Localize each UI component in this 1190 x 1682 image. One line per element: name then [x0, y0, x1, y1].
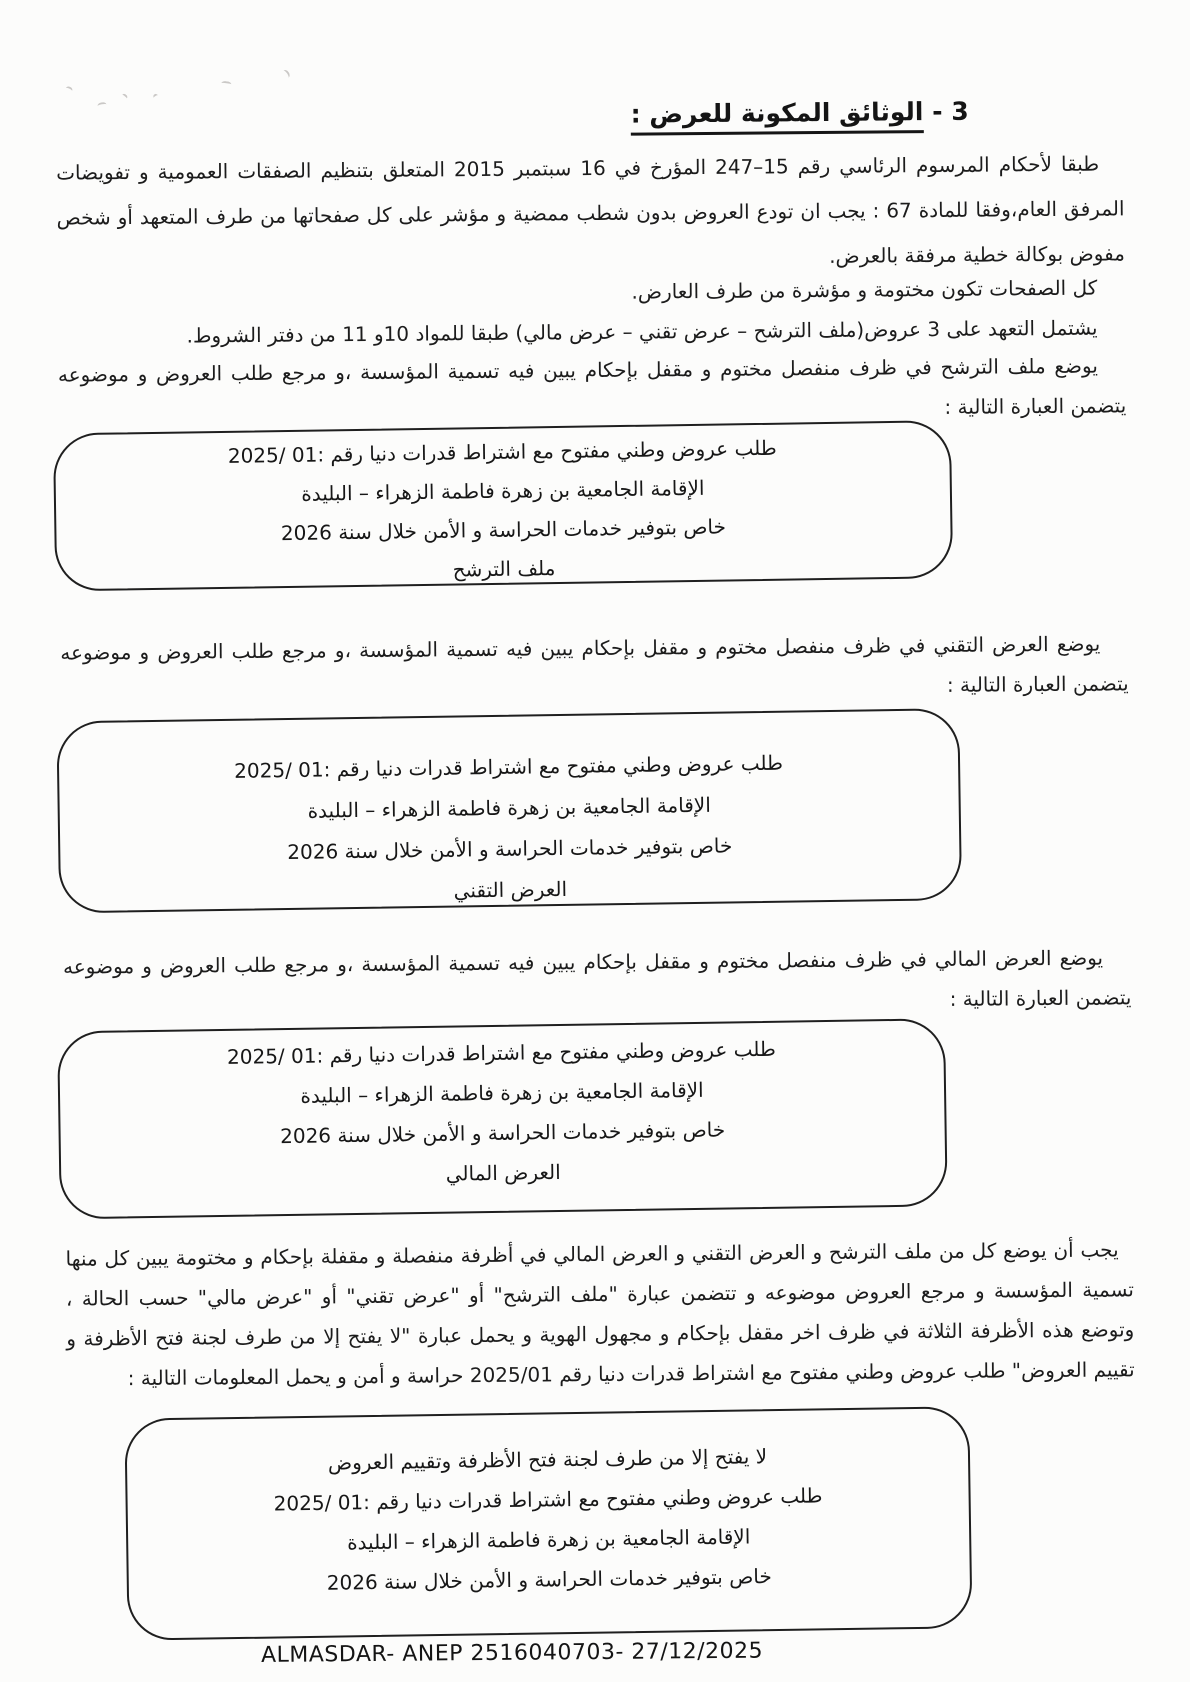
institution-name-line: الإقامة الجامعية بن زهرة فاطمة الزهراء – البليدة [307, 792, 711, 823]
tender-subject-line: خاص بتوفير خدمات الحراسة و الأمن خلال سنة 2026 [326, 1564, 772, 1595]
institution-name-line: الإقامة الجامعية بن زهرة فاطمة الزهراء – البليدة [301, 475, 705, 506]
paragraph-financial-envelope: يوضع العرض المالي في ظرف منفصل مختوم و مقفل بإحكام يبين فيه تسمية المؤسسة ،و مرجع طلب العروض و موضوعه يتضمن العبارة التالية : [62, 945, 1132, 1011]
paragraph-technical-envelope: يوضع العرض التقني في ظرف منفصل مختوم و مقفل بإحكام يبين فيه تسمية المؤسسة ،و مرجع طلب العروض و موضوعه يتضمن العبارة التالية : [60, 631, 1129, 697]
scan-artifact [97, 102, 107, 110]
tender-subject-line: خاص بتوفير خدمات الحراسة و الأمن خلال سنة 2026 [279, 1117, 726, 1149]
scan-artifact [280, 68, 291, 79]
section-title: الوثائق المكونة للعرض [649, 97, 924, 129]
envelope-type-line: ملف الترشح [452, 556, 556, 582]
envelope-label-box-technical-offer [56, 708, 962, 913]
tender-subject-line: خاص بتوفير خدمات الحراسة و الأمن خلال سنة 2026 [280, 514, 727, 546]
scan-artifact [121, 93, 129, 101]
tender-reference-line: طلب عروض وطني مفتوح مع اشتراط قدرات دنيا رقم :01 /2025 [234, 750, 784, 783]
paragraph-decree-reference: طبقا لأحكام المرسوم الرئاسي رقم 15–247 المؤرخ في 16 سبتمبر 2015 المتعلق بتنظيم الصفقات العمومية و تفويضات المرفق العام،وفقا للمادة 67 : يجب ان تودع العروض بدون شطب ممضية و مؤشر على كل صفحاتها من طرف المتعهد أو شخص مفوض بوكالة خطية مرفقة بالعرض. [56, 151, 1125, 268]
scan-artifact [221, 81, 232, 87]
scan-artifact [152, 93, 159, 101]
tender-subject-line: خاص بتوفير خدمات الحراسة و الأمن خلال سنة 2026 [287, 833, 733, 865]
tender-reference-line: طلب عروض وطني مفتوح مع اشتراط قدرات دنيا رقم :01 /2025 [273, 1483, 823, 1516]
envelope-label-box-financial-offer [57, 1018, 948, 1219]
scan-artifact [64, 85, 73, 93]
section-heading [631, 97, 969, 129]
tender-reference-line: طلب عروض وطني مفتوح مع اشتراط قدرات دنيا رقم :01 /2025 [226, 1036, 776, 1069]
section-title-underline [631, 97, 924, 136]
envelope-type-line: العرض المالي [445, 1159, 561, 1186]
envelope-label-box-outer-anonymous [124, 1406, 972, 1641]
paragraph-candidacy-envelope: يوضع ملف الترشح في ظرف منفصل مختوم و مقفل بإحكام يبين فيه تسمية المؤسسة ،و مرجع طلب العروض و موضوعه يتضمن العبارة التالية : [57, 353, 1127, 419]
envelope-type-line: العرض التقني [453, 876, 568, 903]
anep-publication-footer: ALMASDAR- ANEP 2516040703- 27/12/2025 [260, 1638, 764, 1668]
paragraph-pages-stamped: كل الصفحات تكون مختومة و مؤشرة من طرف العارض. [631, 275, 1098, 304]
institution-name-line: الإقامة الجامعية بن زهرة فاطمة الزهراء – البليدة [346, 1524, 751, 1555]
paragraph-three-offers: يشتمل التعهد على 3 عروض(ملف الترشح – عرض تقني – عرض مالي) طبقا للمواد 10و 11 من دفتر الشروط. [186, 315, 1098, 348]
do-not-open-line: لا يفتح إلا من طرف لجنة فتح الأظرفة وتقييم العروض [327, 1444, 768, 1475]
tender-reference-line: طلب عروض وطني مفتوح مع اشتراط قدرات دنيا رقم :01 /2025 [227, 435, 777, 468]
institution-name-line: الإقامة الجامعية بن زهرة فاطمة الزهراء – البليدة [300, 1077, 704, 1108]
section-title-colon: : [630, 99, 650, 129]
envelope-label-box-candidacy-file [53, 420, 953, 591]
paragraph-outer-envelope-rules: يجب أن يوضع كل من ملف الترشح و العرض التقني و العرض المالي في أظرفة منفصلة و مقفلة بإحكام و مختومة يبين كل منها تسمية المؤسسة و مرجع العروض موضوعه و تتضمن عبارة "ملف الترشح" أو "عرض تقني" أو "عرض مالي" حسب الحالة ، وتوضع هذه الأظرفة الثلاثة في ظرف اخر مقفل بإحكام و مجهول الهوية و يحمل عبارة "لا يفتح إلا من طرف لجنة فتح الأظرفة و تقييم العروض" طلب عروض وطني مفتوح مع اشتراط قدرات دنيا رقم 2025/01 حراسة و أمن و يحمل المعلومات التالية : [65, 1237, 1135, 1391]
section-number: 3 - [923, 96, 969, 127]
